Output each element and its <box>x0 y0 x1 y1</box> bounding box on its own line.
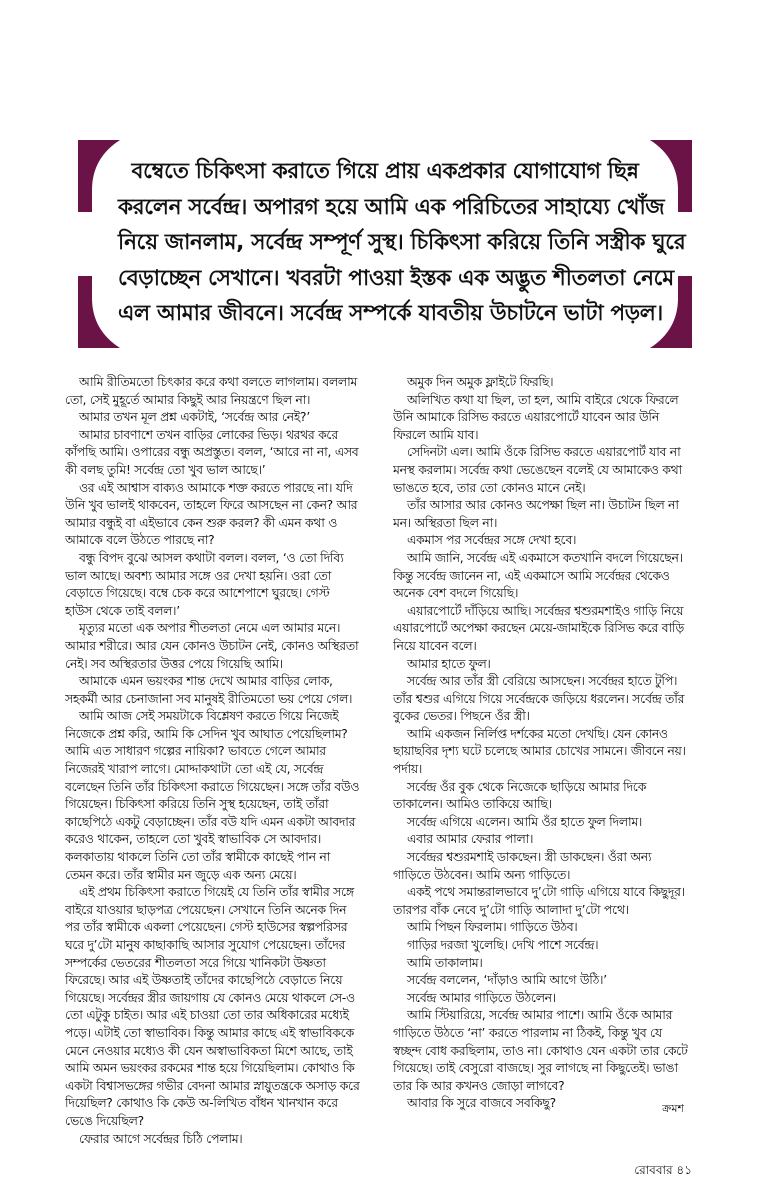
text-line: আমি আজ সেই সময়টাকে বিশ্লেষণ করতে গিয়ে নিজেই <box>79 709 339 724</box>
left-column <box>65 374 376 1148</box>
text-line: ভাঙতে হবে, তার তো কোনও মানে নেই। <box>393 480 586 495</box>
text-line: নেই। সব অস্থিরতার উত্তর পেয়ে গিয়েছি আমি। <box>65 656 283 671</box>
pull-quote-line: এল আমার জীবনে। সর্বেন্দ্র সম্পর্কে যাবতীয় উচাটনে ভাটা পড়ল। <box>118 301 663 326</box>
right-column <box>393 374 711 1148</box>
text-line: তার কি আর কখনও জোড়া লাগবে? <box>393 1078 565 1093</box>
text-line: পর তাঁর স্বামীকে একলা পেয়েছেন। গেস্ট হাউসের স্বল্পপরিসর <box>65 920 348 935</box>
text-line: সর্বেন্দ্র ওঁর বুক থেকে নিজেকে ছাড়িয়ে আমার দিকে <box>407 779 647 794</box>
text-line: আমাকে বলে উঠতে পারছে না? <box>65 533 215 548</box>
text-line: মেনে নেওয়ার মধ্যেও কী যেন অস্বাভাবিকতা মিশে আছে, তাই <box>65 1043 353 1058</box>
text-line: মৃত্যুর মতো এক অপার শীতলতা নেমে এল আমার মনে। <box>79 621 341 636</box>
text-line: তাঁর শ্বশুর এগিয়ে গিয়ে সর্বেন্দ্রকে জড়িয়ে ধরলেন। সর্বেন্দ্র তাঁর <box>393 691 685 706</box>
text-line: ফেরার আগে সর্বেন্দ্রর চিঠি পেলাম। <box>79 1131 243 1146</box>
text-line: আমি জানি, সর্বেন্দ্র এই একমাসে কতখানি বদলে গিয়েছেন। <box>407 550 683 565</box>
text-line: তারপর বাঁক নেবে দু’টো গাড়ি আলাদা দু’টো পথে। <box>393 902 629 917</box>
corner-ornament-bottom-left <box>78 276 120 348</box>
text-line: স্বচ্ছন্দ বোধ করছিলাম, তাও না। কোথাও যেন একটা তার কেটে <box>393 1043 688 1058</box>
text-line: তো এটুকু চাইত। আর এই চাওয়া তো তার অধিকারের মধ্যেই <box>65 1008 349 1023</box>
text-line: তাকালেন। আমিও তাকিয়ে আছি। <box>393 797 552 812</box>
text-line: সেদিনটা এল। আমি ওঁকে রিসিভ করতে এয়ারপোর্ট যাব না <box>407 445 681 460</box>
text-line: করেও থাকেন, তাহলে তো খুবই স্বাভাবিক সে আবদার। <box>65 832 321 847</box>
text-line: পর্দায়। <box>393 762 423 777</box>
text-line: আমি স্টিয়ারিয়ে, সর্বেন্দ্র আমার পাশে। আমি ওঁকে আমার <box>407 1008 673 1023</box>
pull-quote-line: নিয়ে জানলাম, সর্বেন্দ্র সম্পূর্ণ সুস্থ। চিকিৎসা করিয়ে তিনি সস্ত্রীক ঘুরে <box>118 230 686 255</box>
corner-ornament-top-left <box>78 140 120 212</box>
text-line: সহকর্মী আর চেনাজানা সব মানুষই রীতিমতো ভয় পেয়ে গেল। <box>65 691 353 706</box>
pull-quote-line: বম্বেতে চিকিৎসা করাতে গিয়ে প্রায় একপ্রকার যোগাযোগ ছিন্ন <box>131 159 639 184</box>
text-line: আবার কি সুরে বাজবে সবকিছু? <box>407 1096 556 1111</box>
text-line: দিয়েছিল? কোথাও কি কেউ অ-লিখিত বাঁধন খানখান করে <box>65 1096 338 1111</box>
text-line: এই প্রথম চিকিৎসা করাতে গিয়েই যে তিনি তাঁর স্বামীর সঙ্গে <box>79 885 354 900</box>
text-line: কিন্তু সর্বেন্দ্র জানেন না, এই একমাসে আমি সর্বেন্দ্রর থেকেও <box>393 568 670 583</box>
text-line: সর্বেন্দ্র বললেন, ‘দাঁড়াও আমি আগে উঠি।’ <box>407 973 607 988</box>
text-line: বলেছেন তিনি তাঁর চিকিৎসা করাতে গিয়েছেন। সঙ্গে তাঁর বউও <box>65 779 360 794</box>
text-line: একটা বিশ্বাসভঙ্গের গভীর বেদনা আমার স্নায়ুতন্ত্রকে অসাড় করে <box>65 1078 360 1093</box>
text-line: কী বলছ তুমি! সর্বেন্দ্র তো খুব ভাল আছে।’ <box>65 462 266 477</box>
text-line: হাউস থেকে তাই বলল।’ <box>65 603 180 618</box>
text-line: একই পথে সমান্তরালভাবে দু’টো গাড়ি এগিয়ে যাবে কিছুদূর। <box>407 885 685 900</box>
text-line: বাইরে যাওয়ার ছাড়পত্র পেয়েছেন। সেখানে তিনি অনেক দিন <box>65 902 347 917</box>
text-line: আমাকে এমন ভয়ংকর শান্ত দেখে আমার বাড়ির লোক, <box>79 674 333 689</box>
text-line: তো, সেই মুহূর্তে আমার কিছুই আর নিয়ন্ত্রণে ছিল না। <box>65 392 311 407</box>
text-line: একমাস পর সর্বেন্দ্রর সঙ্গে দেখা হবে। <box>407 533 577 548</box>
text-line: মন। অস্থিরতা ছিল না। <box>393 515 498 530</box>
text-line: কাঁপছি আমি। ওপারের বন্ধু অপ্রস্তুত। বলল, ‘আরে না না, এসব <box>65 445 359 460</box>
text-line: অনেক বেশ বদলে গিয়েছি। <box>393 586 519 601</box>
text-line: অলিখিত কথা যা ছিল, তা হল, আমি বাইরে থেকে ফিরলে <box>407 392 679 407</box>
text-line: সম্পর্কের ভেতরের শীতলতা সরে গিয়ে খানিকটা উষ্ণতা <box>65 955 326 970</box>
text-line: তাঁর আসার আর কোনও অপেক্ষা ছিল না। উচাটন ছিল না <box>407 498 679 513</box>
text-line: সর্বেন্দ্র আর তাঁর স্ত্রী বেরিয়ে আসছেন। সর্বেন্দ্রর হাতে টুপি। <box>407 674 678 689</box>
text-line: আমার হাতে ফুল। <box>407 656 491 671</box>
text-line: বেড়াতে গিয়েছে। বম্বে চেক করে আশেপাশে ঘুরছে। গেস্ট <box>65 586 330 601</box>
text-line: উনি আমাকে রিসিভ করতে এয়ারপোর্টে যাবেন আর উনি <box>393 410 659 425</box>
text-line: নিজেরই খারাপ লাগে। মোদ্দাকথাটা তো এই যে, সর্বেন্দ্র <box>65 762 324 777</box>
pull-quote-line: বেড়াচ্ছেন সেখানে। খবরটা পাওয়া ইস্তক এক অদ্ভুত শীতলতা নেমে <box>118 265 674 291</box>
text-line: ওর এই আশ্বাস বাক্যও আমাকে শক্ত করতে পারছে না। যদি <box>79 480 353 495</box>
text-line: ছায়াছবির দৃশ্য ঘটে চলেছে আমার চোখের সামনে। জীবনে নয়। <box>393 744 686 759</box>
text-line: বুকের ভেতর। পিছনে ওঁর স্ত্রী। <box>393 709 530 724</box>
continued-label: ক্রমশ <box>662 1102 684 1115</box>
text-line: ভেঙে দিয়েছিল? <box>65 1113 144 1128</box>
text-line: পড়ে। এটাই তো স্বাভাবিক। কিন্তু আমার কাছে এই স্বাভাবিককে <box>65 1025 354 1040</box>
text-line: আমার চাবণাশে তখন বাড়ির লোকের ভিড়। থরথর করে <box>79 427 338 442</box>
text-line: আমি অমন ভয়ংকর রকমের শান্ত হয়ে গিয়েছিলাম। কোথাও কি <box>65 1061 355 1076</box>
text-line: আমি রীতিমতো চিৎকার করে কথা বলতে লাগলাম। বললাম <box>79 375 357 389</box>
text-line: ঘরে দু’টো মানুষ কাছাকাছি আসার সুযোগ পেয়েছেন। তাঁদের <box>65 938 346 952</box>
text-line: মনস্থ করলাম। সর্বেন্দ্র কথা ভেঙেছেন বলেই যে আমাকেও কথা <box>393 462 682 477</box>
text-line: আমার বন্ধুই বা এইভাবে কেন শুরু করল? কী এমন কথা ও <box>65 515 338 530</box>
text-line: আমার শরীরে। আর যেন কোনও উচাটন নেই, কোনও অস্থিরতা <box>65 638 359 653</box>
text-line: তেমন করে। তাঁর স্বামীর মন জুড়ে এক অন্য মেয়ে। <box>65 867 297 882</box>
text-line: গিয়েছেন। চিকিৎসা করিয়ে তিনি সুস্থ হয়েছেন, তাই তাঁরা <box>65 797 329 812</box>
text-line: ফিরেছে। আর এই উষ্ণতাই তাঁদের কাছেপিঠে বেড়াতে নিয়ে <box>65 973 343 988</box>
text-line: নিজেকে প্রশ্ন করি, আমি কি সেদিন খুব আঘাত পেয়েছিলাম? <box>65 726 348 741</box>
text-line: ভাল আছে। অবশ্য আমার সঙ্গে ওর দেখা হয়নি। ওরা তো <box>65 568 332 583</box>
text-line: উনি খুব ভালই থাকবেন, তাহলে ফিরে আসছেন না কেন? আর <box>65 498 358 513</box>
text-line: এয়ারপোর্টে দাঁড়িয়ে আছি। সর্বেন্দ্রর শ্বশুরমশাইও গাড়ি নিয়ে <box>407 603 684 618</box>
text-line: কাছেপিঠে একটু বেড়াচ্ছেন। তাঁর বউ যদি এমন একটা আবদার <box>65 814 356 829</box>
article-body <box>65 374 711 1148</box>
text-line: অমুক দিন অমুক ফ্লাইটে ফিরছি। <box>407 375 554 389</box>
text-line: বন্ধু বিপদ বুঝে আসল কথাটা বলল। বলল, ‘ও তো দিব্যি <box>79 550 344 565</box>
text-line: আমি এত সাধারণ গল্পের নায়িকা? ভাবতে গেলে আমার <box>65 744 326 759</box>
text-line: গাড়িতে উঠতে ‘না’ করতে পারলাম না ঠিকই, কিন্তু খুব যে <box>393 1025 662 1040</box>
text-line: গাড়িতে উঠবেন। আমি অন্য গাড়িতে। <box>393 867 571 882</box>
pull-quote-line: করলেন সর্বেন্দ্র। অপারগ হয়ে আমি এক পরিচিতের সাহায্যে খোঁজ <box>118 194 665 220</box>
text-line: আমি তাকালাম। <box>407 955 483 970</box>
text-line: কলকাতায় থাকলে তিনি তো তাঁর স্বামীকে কাছেই পান না <box>65 850 330 865</box>
text-line: আমার তখন মূল প্রশ্ন একটাই, ‘সর্বেন্দ্র আর নেই?’ <box>79 410 310 425</box>
text-line: গিয়েছে। তাই বেসুরো বাজছে। সুর লাগছে না কিছুতেই। ভাঙা <box>393 1061 678 1076</box>
text-line: আমি একজন নির্লিপ্ত দর্শকের মতো দেখছি। যেন কোনও <box>407 726 668 741</box>
text-line: আমি পিছন ফিরলাম। গাড়িতে উঠব। <box>407 920 578 935</box>
pull-quote-text <box>118 154 686 332</box>
text-line: সর্বেন্দ্র আমার গাড়িতে উঠলেন। <box>407 990 556 1005</box>
text-line: ফিরলে আমি যাব। <box>393 427 479 442</box>
text-line: গিয়েছে। সর্বেন্দ্রর স্ত্রীর জায়গায় যে কোনও মেয়ে থাকলে সে-ও <box>65 990 355 1005</box>
pull-quote-box <box>78 140 692 348</box>
text-line: এবার আমার ফেরার পালা। <box>407 832 534 847</box>
page-footer: রোববার ৪১ <box>634 1163 692 1177</box>
text-line: সর্বেন্দ্রর শ্বশুরমশাই ডাকছেন। স্ত্রী ডাকছেন। ওঁরা অন্য <box>407 850 652 865</box>
text-line: নিয়ে যাবেন বলে। <box>393 638 477 653</box>
text-line: সর্বেন্দ্র এগিয়ে এলেন। আমি ওঁর হাতে ফুল দিলাম। <box>407 814 643 829</box>
text-line: এয়ারপোর্টে অপেক্ষা করছেন মেয়ে-জামাইকে রিসিভ করে বাড়ি <box>393 621 684 636</box>
text-line: গাড়ির দরজা খুলেছি। দেখি পাশে সর্বেন্দ্র। <box>407 938 599 952</box>
